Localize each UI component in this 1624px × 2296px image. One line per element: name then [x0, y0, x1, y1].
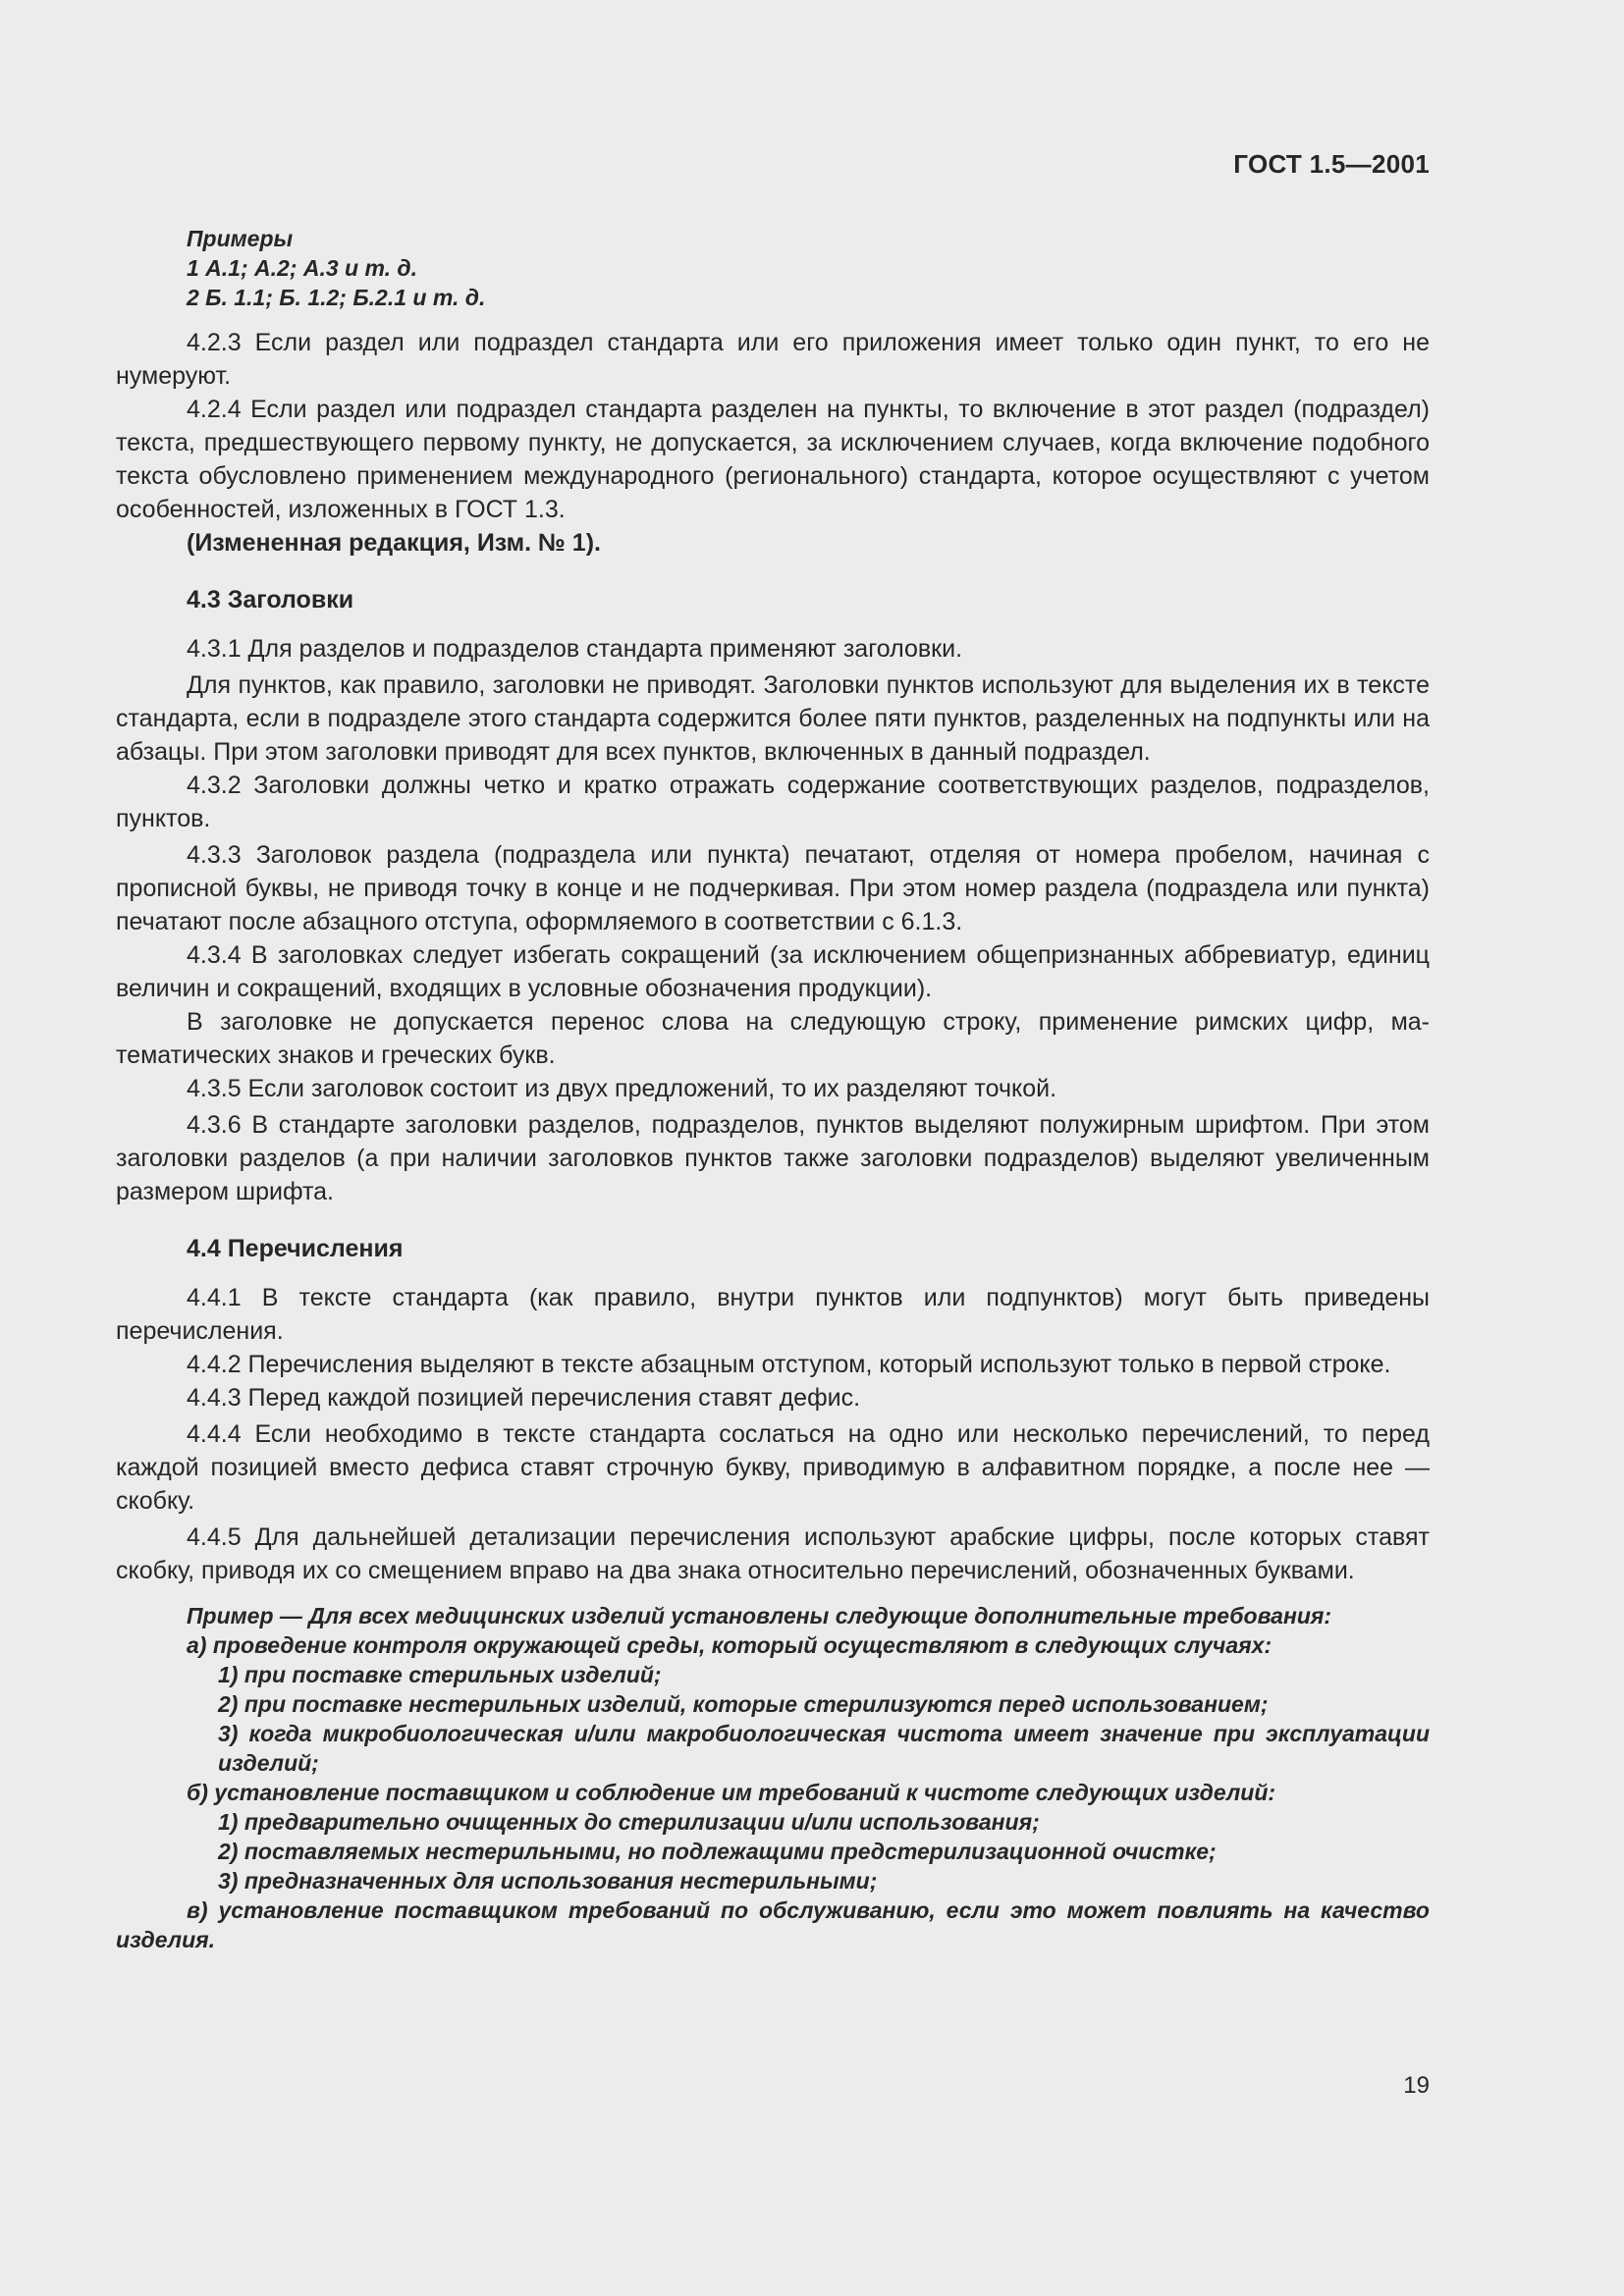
paragraph-4-3-4: 4.3.4 В заголовках следует избегать сокращений (за исключением общепризнанных аббревиатур, единиц величин и сокращений, входящих в условные обозначения продукции). — [116, 941, 1430, 1002]
example-subitem: 3) предназначенных для использования нестерильными; — [218, 1868, 878, 1894]
paragraph-4-4-3: 4.4.3 Перед каждой позицией перечисления ставят дефис. — [187, 1384, 861, 1412]
example-subitem: 2) поставляемых нестерильными, но подлежащими предстерилизационной очистке; — [218, 1839, 1217, 1864]
paragraph-4-3-2: 4.3.2 Заголовки должны четко и кратко отражать содержание соответствующих разделов, подразделов, пунктов. — [116, 772, 1430, 832]
example-item: 1 А.1; А.2; А.3 и т. д. — [187, 255, 418, 281]
paragraph-4-3-6: 4.3.6 В стандарте заголовки разделов, подразделов, пунктов выделяют полужирным шрифтом. При этом заголовки разделов (а при наличии заголовков пунктов также заголовки подразделов) выделяют увеличенным размером шрифта. — [116, 1111, 1430, 1205]
example-block — [116, 1601, 1430, 1954]
document-body — [116, 224, 1430, 1954]
paragraph-4-3-1: 4.3.1 Для разделов и подразделов стандарта применяют заголовки. — [187, 635, 963, 663]
document-code-header: ГОСТ 1.5—2001 — [1233, 149, 1430, 179]
section-heading-4-3: 4.3 Заголовки — [187, 586, 354, 614]
paragraph-4-3-3: 4.3.3 Заголовок раздела (подраздела или пункта) печатают, отделяя от номера пробелом, начиная с прописной буквы, не приводя точку в конце и не подчеркивая. При этом номер раздела (подраздела или пункта) печатают после абзацного отступа, оформляемого в соответствии с 6.1.3. — [116, 841, 1430, 935]
example-item-c: в) установление поставщиком требований по обслуживанию, если это может повлиять на качество изделия. — [116, 1897, 1430, 1952]
examples-top — [116, 224, 1430, 312]
example-item: 2 Б. 1.1; Б. 1.2; Б.2.1 и т. д. — [187, 285, 486, 310]
example-subitem: 1) предварительно очищенных до стерилизации и/или использования; — [218, 1809, 1040, 1835]
paragraph-4-4-1: 4.4.1 В тексте стандарта (как правило, внутри пунктов или подпунктов) могут быть приведены перечисления. — [116, 1284, 1430, 1345]
paragraph-4-4-4: 4.4.4 Если необходимо в тексте стандарта сослаться на одно или несколько перечислений, то перед каждой позицией вместо дефиса ставят строчную букву, приводимую в алфавитном порядке, а после нее — скобку. — [116, 1420, 1430, 1515]
paragraph-4-2-4: 4.2.4 Если раздел или подраздел стандарта разделен на пункты, то включение в этот раздел (подраздел) текста, предшествующего первому пункту, не допускается, за исключением случаев, когда включение подобного текста обусловлено применением международного (регионального) стандарта, которое осуществляют с учетом особенностей, изложенных в ГОСТ 1.3. — [116, 396, 1430, 523]
example-subitem: 1) при поставке стерильных изделий; — [218, 1662, 662, 1687]
examples-title: Примеры — [187, 226, 294, 251]
paragraph-4-3-1-cont: Для пунктов, как правило, заголовки не приводят. Заголовки пунктов используют для выделения их в тексте стандарта, если в подразделе этого стандарта содержится более пяти пунктов, разделенных на подпункты или на абзацы. При этом заголовки приводят для всех пунктов, включенных в данный подраздел. — [116, 671, 1430, 766]
example-subitem: 3) когда микробиологическая и/или макробиологическая чистота имеет значение при эксплуатации изделий; — [218, 1721, 1430, 1776]
example-item-b: б) установление поставщиком и соблюдение им требований к чистоте следующих изделий: — [187, 1780, 1276, 1805]
paragraph-4-2-3: 4.2.3 Если раздел или подраздел стандарта или его приложения имеет только один пункт, то его не нумеруют. — [116, 329, 1430, 390]
example-subitem: 2) при поставке нестерильных изделий, которые стерилизуются перед использованием; — [218, 1691, 1269, 1717]
paragraph-4-3-4-cont: В заголовке не допускается перенос слова на следующую строку, применение римских цифр, математических знаков и греческих букв. — [116, 1008, 1430, 1069]
paragraph-4-3-5: 4.3.5 Если заголовок состоит из двух предложений, то их разделяют точкой. — [187, 1075, 1057, 1102]
paragraph-4-4-5: 4.4.5 Для дальнейшей детализации перечисления используют арабские цифры, после которых ставят скобку, приводя их со смещением вправо на два знака относительно перечислений, обозначенных буквами. — [116, 1523, 1430, 1584]
amendment-note: (Измененная редакция, Изм. № 1). — [187, 529, 601, 557]
section-heading-4-4: 4.4 Перечисления — [187, 1235, 404, 1262]
paragraph-4-4-2: 4.4.2 Перечисления выделяют в тексте абзацным отступом, который используют только в первой строке. — [187, 1351, 1391, 1378]
page-number: 19 — [1403, 2072, 1430, 2099]
example-item-a: а) проведение контроля окружающей среды, который осуществляют в следующих случаях: — [187, 1632, 1272, 1658]
example-intro: Пример — Для всех медицинских изделий установлены следующие дополнительные требования: — [187, 1603, 1332, 1629]
